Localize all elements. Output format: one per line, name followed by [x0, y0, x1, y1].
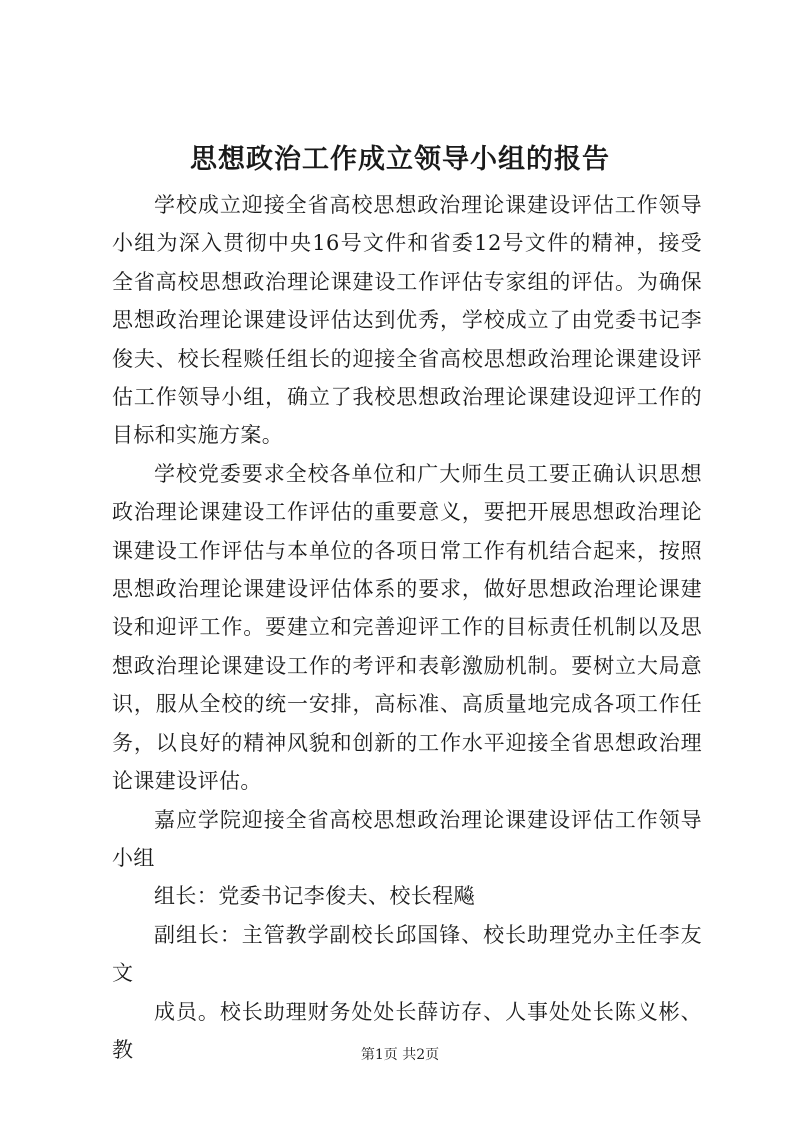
- paragraph-group-name: 嘉应学院迎接全省高校思想政治理论课建设评估工作领导小组: [112, 807, 702, 870]
- page-footer: 第1页 共2页: [360, 1047, 440, 1063]
- paragraph-requirements: 学校党委要求全校各单位和广大师生员工要正确认识思想政治理论课建设工作评估的重要意义，要把开展思想政治理论课建设工作评估与本单位的各项日常工作有机结合起来，按照思想政治理论课建设评估体系的要求，做好思想政治理论课建设和迎评工作。要建立和完善迎评工作的目标责任机制以及思想政治理论课建设工作的考评和表彰激励机制。要树立大局意识，服从全校的统一安排，高标准、高质量地完成各项工作任务，以良好的精神风貌和创新的工作水平迎接全省思想政治理论课建设评估。: [112, 461, 702, 794]
- paragraph-intro: 学校成立迎接全省高校思想政治理论课建设评估工作领导小组为深入贯彻中央16号文件和省委12号文件的精神，接受全省高校思想政治理论课建设工作评估专家组的评估。为确保思想政治理论课建设评估达到优秀，学校成立了由党委书记李俊夫、校长程赕任组长的迎接全省高校思想政治理论课建设评估工作领导小组，确立了我校思想政治理论课建设迎评工作的目标和实施方案。: [112, 193, 702, 448]
- paragraph-leader: 组长：党委书记李俊夫、校长程飚: [154, 884, 475, 909]
- paragraph-members: 成员。校长助理财务处处长薛访存、人事处处长陈义彬、教: [112, 999, 702, 1062]
- document-body: [112, 186, 702, 1069]
- document-title: 思想政治工作成立领导小组的报告: [190, 144, 610, 175]
- paragraph-deputy-leader: 副组长：主管教学副校长邱国锋、校长助理党办主任李友文: [112, 922, 702, 986]
